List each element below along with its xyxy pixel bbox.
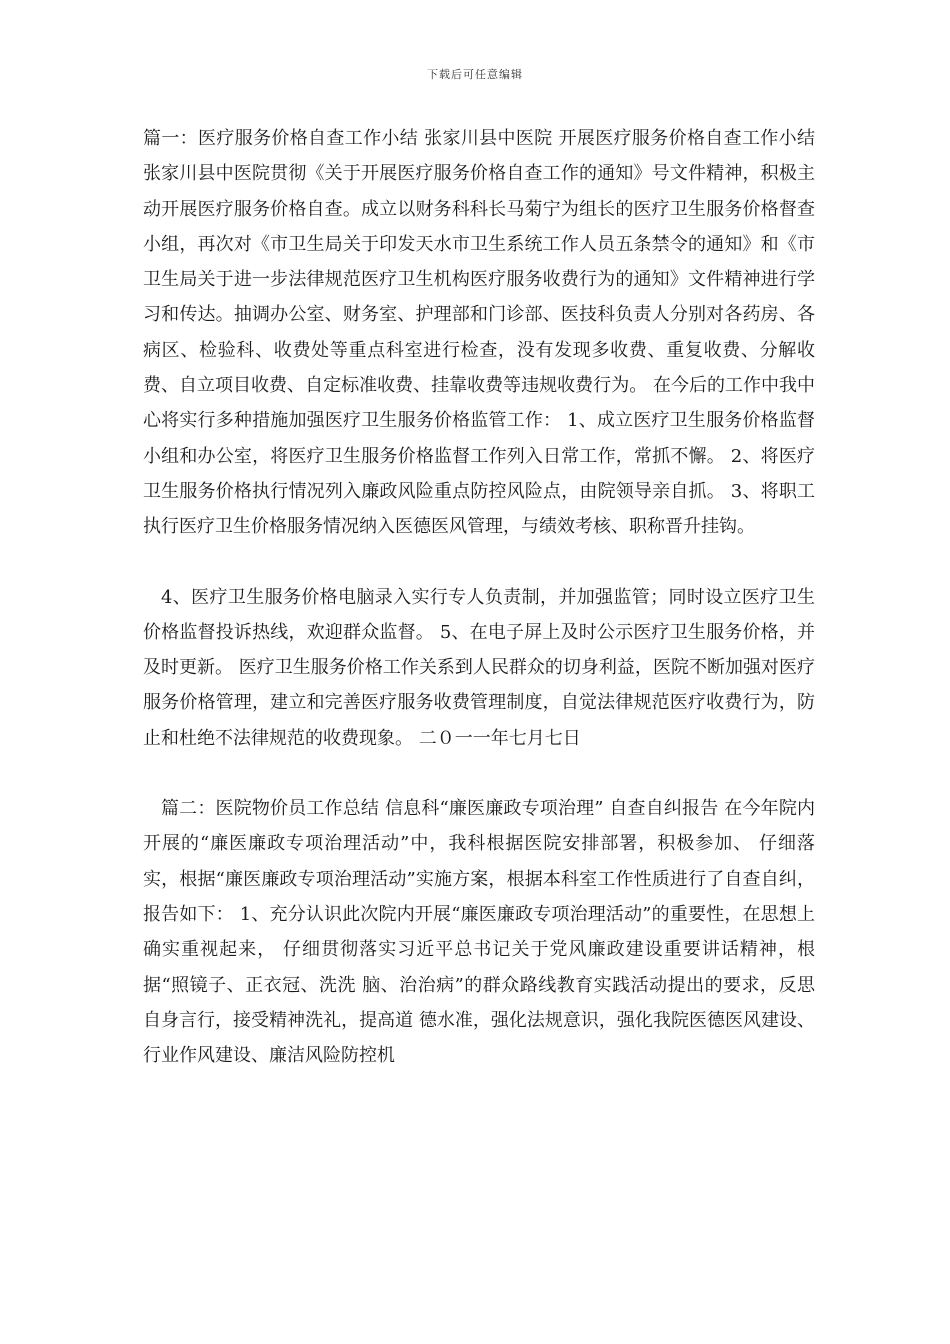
paragraph-section-one-continued: 4、医疗卫生服务价格电脑录入实行专人负责制，并加强监管；同时设立医疗卫生价格监督投诉热线，欢迎群众监督。 5、在电子屏上及时公示医疗卫生服务价格，并及时更新。 医疗卫生服务价格工作关系到人民群众的切身利益，医院不断加强对医疗服务价格管理，建立和完善医疗服务收费管理制度，自觉法律规范医疗收费行为，防止和杜绝不法律规范的收费现象。 二０一一年七月七日 [143,586,815,749]
paragraph-spacer [143,545,815,580]
header-note: 下载后可任意编辑 [427,68,523,81]
paragraph-section-one: 篇一：医疗服务价格自查工作小结 张家川县中医院 开展医疗服务价格自查工作小结 张家川县中医院贯彻《关于开展医疗服务价格自查工作的通知》号文件精神，积极主动开展医疗服务价格自查。成立以财务科科长马菊宁为组长的医疗卫生服务价格督查小组，再次对《市卫生局关于印发天水市卫生系统工作人员五条禁令的通知》和《市卫生局关于进一步法律规范医疗卫生机构医疗服务收费行为的通知》文件精神进行学习和传达。抽调办公室、财务室、护理部和门诊部、医技科负责人分别对各药房、各病区、检验科、收费处等重点科室进行检查，没有发现多收费、重复收费、分解收费、自立项目收费、自定标准收费、挂靠收费等违规收费行为。 在今后的工作中我中心将实行多种措施加强医疗卫生服务价格监管工作： 1、成立医疗卫生服务价格监督小组和办公室，将医疗卫生服务价格监督工作列入日常工作，常抓不懈。 2、将医疗卫生服务价格执行情况列入廉政风险重点防控风险点，由院领导亲自抓。 3、将职工执行医疗卫生价格服务情况纳入医德医风管理，与绩效考核、职称晋升挂钩。 [143,128,815,538]
paragraph-section-two: 篇二：医院物价员工作总结 信息科“廉医廉政专项治理” 自查自纠报告 在今年院内开展的“廉医廉政专项治理活动”中，我科根据医院安排部署，积极参加、 仔细落实，根据“廉医廉政专项治理活动”实施方案，根据本科室工作性质进行了自查自纠， 报告如下： 1、充分认识此次院内开展“廉医廉政专项治理活动”的重要性，在思想上确实重视起来， 仔细贯彻落实习近平总书记关于党风廉政建设重要讲话精神，根据“照镜子、正衣冠、洗洗 脑、治治病”的群众路线教育实践活动提出的要求，反思自身言行，接受精神洗礼，提高道 德水准，强化法规意识，强化我院医德医风建设、行业作风建设、廉洁风险防控机 [143,798,815,1067]
paragraph-spacer [143,756,815,791]
document-body [143,121,815,1073]
